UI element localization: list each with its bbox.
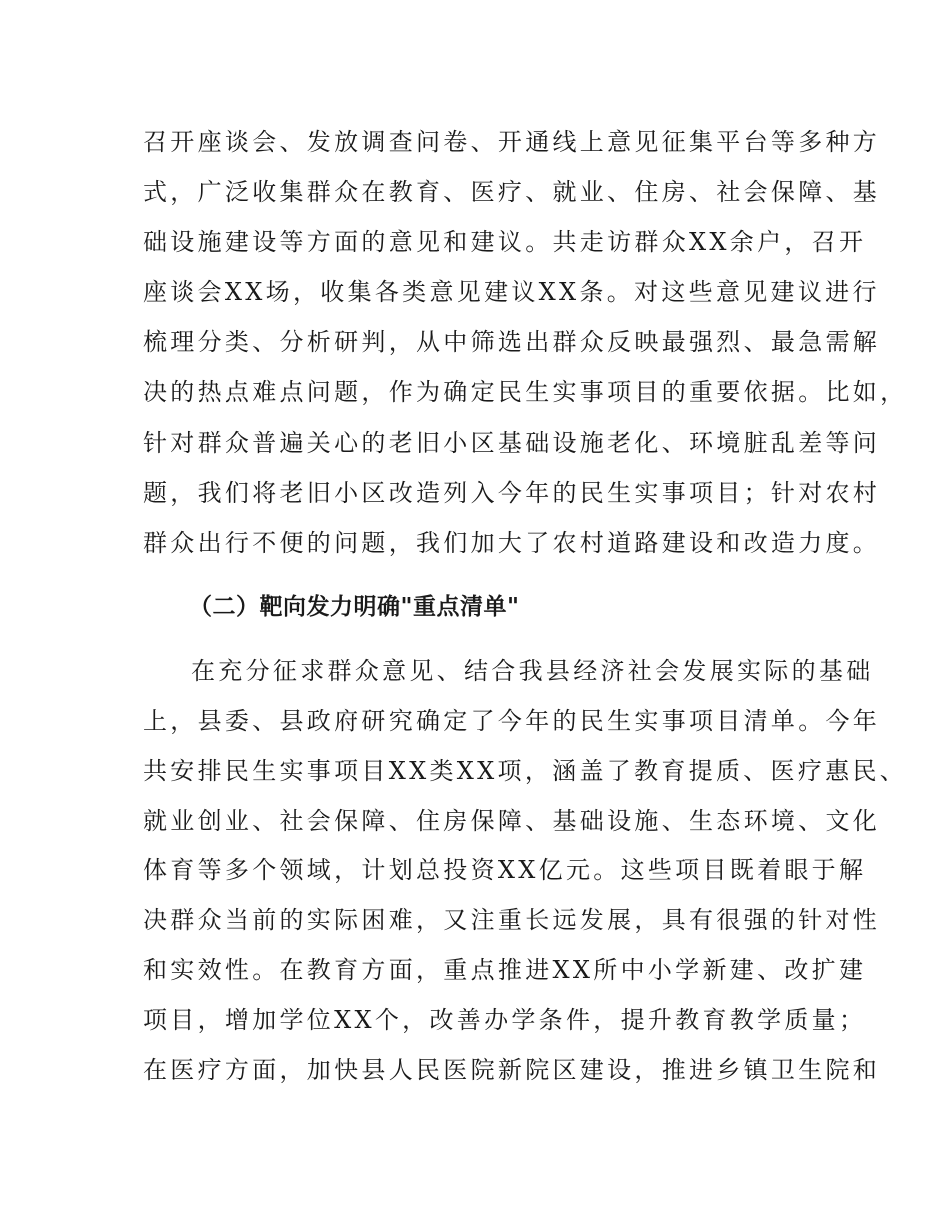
paragraph-line: 就业创业、社会保障、住房保障、基础设施、生态环境、文化 [143, 807, 881, 835]
paragraph-line: 在医疗方面，加快县人民医院新院区建设，推进乡镇卫生院和 [143, 1056, 881, 1084]
paragraph-line: 针对群众普遍关心的老旧小区基础设施老化、环境脏乱差等问 [143, 429, 881, 457]
paragraph-line: 决的热点难点问题，作为确定民生实事项目的重要依据。比如， [143, 378, 908, 406]
paragraph-line: 题，我们将老旧小区改造列入今年的民生实事项目；针对农村 [143, 479, 881, 507]
paragraph-line: 群众出行不便的问题，我们加大了农村道路建设和改造力度。 [143, 529, 881, 557]
paragraph-line: 项目，增加学位XX个，改善办学条件，提升教育教学质量； [143, 1006, 867, 1034]
paragraph-line: 体育等多个领域，计划总投资XX亿元。这些项目既着眼于解 [143, 856, 867, 884]
paragraph-line: 梳理分类、分析研判，从中筛选出群众反映最强烈、最急需解 [143, 328, 881, 356]
paragraph-line: 和实效性。在教育方面，重点推进XX所中小学新建、改扩建 [143, 956, 867, 984]
paragraph-line: 在充分征求群众意见、结合我县经济社会发展实际的基础 [191, 657, 874, 685]
paragraph-line: 召开座谈会、发放调查问卷、开通线上意见征集平台等多种方 [143, 128, 881, 156]
paragraph-line: 座谈会XX场，收集各类意见建议XX条。对这些意见建议进行 [143, 278, 880, 306]
paragraph-line: 础设施建设等方面的意见和建议。共走访群众XX余户，召开 [143, 228, 867, 256]
paragraph-line: 共安排民生实事项目XX类XX项，涵盖了教育提质、医疗惠民、 [143, 757, 908, 785]
paragraph-line: 式，广泛收集群众在教育、医疗、就业、住房、社会保障、基 [143, 178, 881, 206]
paragraph-line: 决群众当前的实际困难，又注重长远发展，具有很强的针对性 [143, 906, 881, 934]
paragraph-line: 上，县委、县政府研究确定了今年的民生实事项目清单。今年 [143, 707, 881, 735]
section-heading: （二）靶向发力明确"重点清单" [189, 594, 520, 620]
